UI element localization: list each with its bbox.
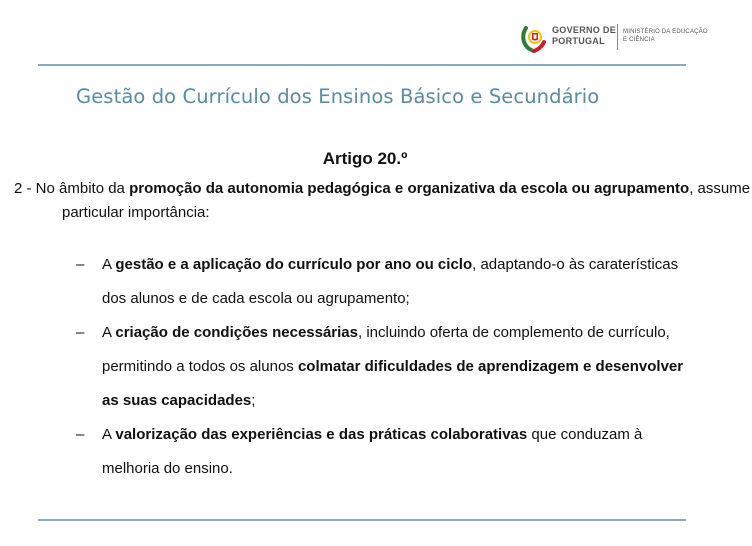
government-name [552, 25, 616, 47]
article-heading-text: Artigo 20.º [322, 149, 408, 168]
bullet-item-3 [76, 418, 696, 486]
bullet-3-text-b: que conduzam à melhoria do ensino. [102, 426, 643, 477]
bullet-1-bold: gestão e a aplicação do currículo por ano ou ciclo [115, 256, 473, 273]
bullet-3-text-a: A [102, 426, 116, 443]
bullet-1-text-b: , adaptando-o às caraterísticas dos alunos e de cada escola ou agrupamento; [102, 256, 679, 307]
bullet-2-bold-2: colmatar dificuldades de aprendizagem e desenvolver as suas capacidades [102, 358, 684, 409]
ministry-name-line2: E CIÊNCIA [623, 37, 655, 43]
logo-divider [617, 24, 618, 50]
intro-suffix: , assume particular importância: [62, 180, 751, 221]
bullet-item-2 [76, 316, 696, 418]
bottom-divider [38, 519, 686, 521]
intro-paragraph [14, 177, 752, 225]
government-name-line2: PORTUGAL [552, 36, 605, 46]
bullet-list [76, 248, 696, 486]
article-heading [0, 149, 728, 169]
bullet-dash: – [76, 256, 85, 273]
intro-bold: promoção da autonomia pedagógica e organizativa da escola ou agrupamento [129, 180, 690, 197]
slide-title: Gestão do Currículo dos Ensinos Básico e Secundário [76, 85, 600, 108]
bullet-2-bold-1: criação de condições necessárias [115, 324, 358, 341]
bullet-2-text-b: , incluindo oferta de complemento de currículo, permitindo a todos os alunos [102, 324, 670, 375]
government-name-line1: GOVERNO DE [552, 25, 617, 35]
bullet-dash: – [76, 426, 85, 443]
government-logo [520, 22, 708, 54]
bullet-2-text-a: A [102, 324, 116, 341]
bullet-1-text-a: A [102, 256, 116, 273]
bullet-dash: – [76, 324, 85, 341]
bullet-item-1 [76, 248, 696, 316]
bullet-2-text-c: ; [251, 392, 256, 409]
ministry-name [623, 28, 708, 44]
intro-prefix: 2 - No âmbito da [14, 180, 130, 197]
bullet-3-bold: valorização das experiências e das práticas colaborativas [115, 426, 528, 443]
portugal-armillary-sphere-icon [520, 22, 548, 52]
ministry-name-line1: MINISTÉRIO DA EDUCAÇÃO [623, 29, 708, 35]
top-divider [38, 64, 686, 66]
